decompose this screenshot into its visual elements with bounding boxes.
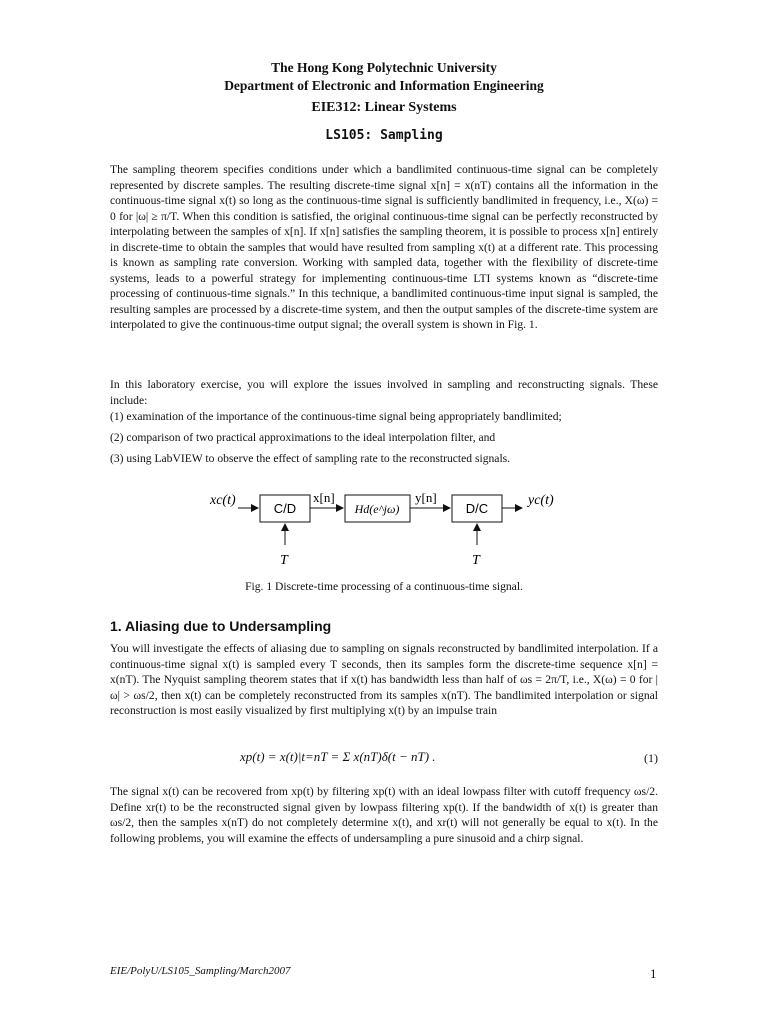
intro-paragraph: The sampling theorem specifies conditions under which a bandlimited continuous-time signal can be completely represented by discrete samples. The resulting discrete-time signal x[n] = x(nT) contains all the information in the continuous-time signal x(t) so long as the continuous-time signal is sufficiently bandlimited in frequency, i.e., X(ω) = 0 for |ω| ≥ π/T. When this condition is satisfied, the original continuous-time signal can be perfectly reconstructed by interpolating between the samples of x[n]. If x[n] satisfies the sampling theorem, it is possible to process x[n] entirely in discrete-time to obtain the samples that would have resulted from sampling x(t) at a different rate. This processing is known as sampling rate conversion. Working with sampled data, together with the flexibility of discrete-time systems, leads to a powerful strategy for implementing continuous-time LTI systems known as “discrete-time processing of continuous-time signals.” In this technique, a bandlimited continuous-time input signal is sampled, the resulting samples are processed by a discrete-time system, and then the output samples of the discrete-time system are interpolated to give the continuous-time output signal; the overall system is shown in Fig. 1. bbox=[110, 163, 658, 331]
input-label: xc(t) bbox=[210, 493, 236, 508]
figure-caption: Fig. 1 Discrete-time processing of a continuous-time signal. bbox=[245, 580, 523, 593]
course-title: EIE312: Linear Systems bbox=[311, 100, 457, 115]
equation-block bbox=[110, 737, 658, 777]
block-diagram bbox=[200, 480, 570, 570]
period-label: T bbox=[280, 553, 288, 568]
output-label: yc(t) bbox=[528, 493, 554, 508]
cd-label: C/D bbox=[273, 501, 297, 516]
list-item: (1) examination of the importance of the continuous-time signal being appropriately bandlimited; bbox=[110, 410, 562, 423]
period-label: T bbox=[472, 553, 480, 568]
equation: xp(t) = x(t)|t=nT = Σ x(nT)δ(t − nT) . bbox=[240, 749, 436, 764]
dc-label: D/C bbox=[465, 501, 489, 516]
signal-yn-label: y[n] bbox=[415, 490, 437, 505]
filter-label: Hd(e^jω) bbox=[354, 502, 400, 516]
list-item: (3) using LabVIEW to observe the effect of sampling rate to the reconstructed signals. bbox=[110, 452, 511, 465]
university-name: The Hong Kong Polytechnic University bbox=[271, 60, 497, 75]
section-paragraph: You will investigate the effects of aliasing due to sampling on signals reconstructed by bandlimited interpolation. If a continuous-time signal x(t) is sampled every T seconds, then its samples form the discrete-time sequence x[n] = x(nT). The Nyquist sampling theorem states that if x(t) has bandwidth less than half of ωs = 2π/T, i.e., X(ω) = 0 for |ω| > ωs/2, then x(t) can be completely reconstructed from its samples x(nT). The bandlimited interpolation or signal reconstruction is most easily visualized by first multiplying x(t) by an impulse train bbox=[110, 642, 658, 717]
section-paragraph: The signal x(t) can be recovered from xp(t) by filtering xp(t) with an ideal lowpass filter with cutoff frequency ωs/2. Define xr(t) to be the reconstructed signal given by lowpass filtering xp(t). If the bandwidth of x(t) is greater than ωs/2, then the samples x(nT) do not completely determine x(t), and xr(t) will not generally be equal to x(t). In the following problems, you will examine the effects of undersampling a pure sinusoid and a chirp signal. bbox=[110, 785, 658, 845]
footer-text: EIE/PolyU/LS105_Sampling/March2007 bbox=[110, 965, 291, 977]
section-heading: 1. Aliasing due to Undersampling bbox=[110, 618, 332, 634]
signal-xn-label: x[n] bbox=[313, 490, 335, 505]
page-number: 1 bbox=[650, 966, 657, 981]
list-item: (2) comparison of two practical approximations to the ideal interpolation filter, and bbox=[110, 431, 496, 444]
exercise-paragraph: In this laboratory exercise, you will explore the issues involved in sampling and reconstructing signals. These include: bbox=[110, 378, 658, 407]
lab-title: LS105: Sampling bbox=[325, 128, 443, 143]
equation-number: (1) bbox=[644, 751, 658, 765]
department-name: Department of Electronic and Information Engineering bbox=[224, 78, 544, 93]
